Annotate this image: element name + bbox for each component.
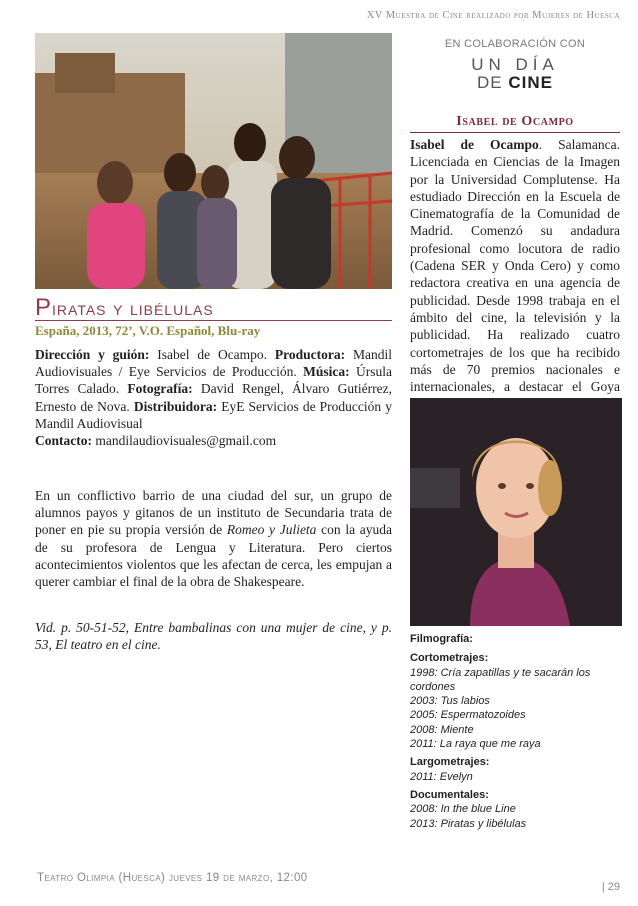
short-item: 2011: La raya que me raya: [410, 738, 541, 751]
page-number: | 29: [601, 881, 620, 893]
doc-item: 2013: Piratas y libélulas: [410, 817, 527, 830]
film-title-initial: P: [35, 294, 53, 321]
credit-value: Isabel de Ocampo.: [149, 347, 275, 362]
film-still-photo: [35, 33, 392, 289]
credit-value: Úrsula Torres Calado.: [35, 364, 392, 397]
film-meta: España, 2013, 72’, V.O. Español, Blu-ray: [35, 323, 261, 338]
logo-line-1: UN DÍA: [471, 55, 559, 74]
running-header: XV Muestra de Cine realizado por Mujeres de Huesca: [366, 10, 620, 21]
logo-word-cine: CINE: [508, 73, 553, 92]
synopsis-text: En un conflictivo barrio de una ciudad del sur, un grupo de alumnos payos y gitanos de un instituto de Secundaria trata de poner en pie su propia versión de: [35, 488, 392, 538]
film-title-rest: iratas y libélulas: [52, 298, 214, 320]
director-portrait-photo: [410, 398, 622, 626]
film-title: [35, 294, 214, 322]
director-bio: [410, 136, 620, 413]
director-rule: [410, 132, 620, 133]
director-heading: Isabel de Ocampo: [456, 114, 574, 129]
logo-word-de: DE: [477, 73, 503, 92]
credit-value: EyE Servicios de Producción y Mandil Audiovisual: [35, 398, 392, 431]
features-label: Largometrajes:: [410, 756, 490, 769]
contact-email: mandilaudiovisuales@gmail.com: [92, 433, 277, 449]
filmography-heading: Filmografía:: [410, 633, 473, 645]
credit-value: David Rengel, Álvaro Gutiérrez, Ernesto de Nova.: [35, 381, 393, 414]
film-synopsis: [35, 487, 392, 590]
doc-item: 2008: In the blue Line: [410, 803, 516, 816]
short-item: 2003: Tus labios: [410, 695, 490, 708]
credit-label: Dirección y guión:: [35, 347, 150, 362]
credit-label: Contacto:: [35, 433, 92, 449]
film-credits: [35, 346, 392, 449]
short-item: 1998: Cría zapatillas y te sacarán los cordones: [410, 666, 591, 693]
short-item: 2005: Espermatozoides: [410, 709, 526, 722]
feature-item: 2011: Evelyn: [410, 770, 473, 783]
un-dia-de-cine-logo: [410, 56, 620, 92]
page-reference: Vid. p. 50-51-52, Entre bambalinas con una mujer de cine, y p. 53, El teatro en el cine.: [35, 620, 392, 653]
film-title-rule: [35, 320, 392, 321]
synopsis-text: con la ayuda de su profesora de Lengua y Literatura. Pero ciertos acontecimientos violentos que les afectan de cerca, les empujan a querer cambiar el final de la obra de Shakespeare.: [35, 522, 392, 590]
docs-label: Documentales:: [410, 788, 489, 801]
shorts-label: Cortometrajes:: [410, 652, 489, 665]
credit-label: Música:: [303, 364, 350, 380]
credit-value: Mandil Audiovisuales / Eye Servicios de Producción.: [35, 347, 392, 380]
synopsis-work-title: Romeo y Julieta: [226, 522, 317, 538]
collaboration-block: [410, 38, 620, 92]
logo-line-2: [410, 74, 620, 92]
credit-label: Productora:: [274, 347, 346, 362]
short-item: 2008: Miente: [410, 723, 474, 736]
credit-label: Distribuidora:: [133, 398, 218, 414]
screening-footer: Teatro Olimpia (Huesca) jueves 19 de marzo, 12:00: [37, 872, 308, 884]
filmography: [410, 632, 620, 831]
bio-text: . Salamanca. Licenciada en Ciencias de la Imagen por la Universidad Complutense. Ha estudiado Dirección en la Escuela de Cinematografía de la Comunidad de Madrid. Comenzó su andadura profesional como locutora de radio (Cadena SER y Onda Cero) y como redactora creativa en una agencia de publicidad. Desde 1998 trabaja en el ámbito del cine, la televisión y la publicidad. Ha realizado cuatro cortometrajes de los que ha recibido más de 70 premios nacionales e internacionales, a destacar el Goya: [410, 137, 620, 395]
collaboration-label: EN COLABORACIÓN CON: [444, 38, 586, 50]
bio-name: Isabel de Ocampo: [410, 137, 539, 152]
credit-label: Fotografía:: [127, 381, 193, 397]
